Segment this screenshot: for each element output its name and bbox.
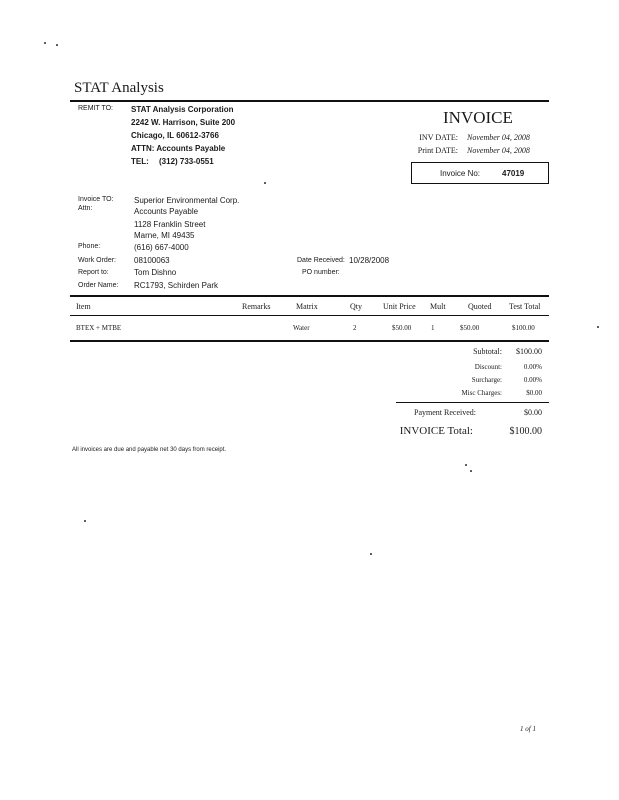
bill-to-line: Accounts Payable: [134, 207, 199, 216]
scan-speck: [264, 182, 266, 184]
print-date-label: Print DATE:: [417, 146, 458, 155]
misc-charges-value: $0.00: [526, 389, 542, 397]
table-cell-total: $100.00: [512, 324, 535, 332]
col-header-remarks: Remarks: [242, 302, 271, 311]
table-cell-qty: 2: [353, 324, 357, 332]
discount-label: Discount:: [474, 363, 502, 371]
invoice-number-box: [411, 162, 549, 184]
discount-value: 0.00%: [523, 363, 542, 371]
payment-received-label: Payment Received:: [414, 408, 476, 417]
table-header-rule: [70, 315, 549, 316]
bill-to-line: Marne, MI 49435: [134, 231, 195, 240]
report-to-value: Tom Dishno: [134, 268, 177, 277]
col-header-qty: Qty: [350, 302, 362, 311]
misc-charges-label: Misc Charges:: [461, 389, 502, 397]
col-header-mult: Mult: [430, 302, 446, 311]
remit-line: STAT Analysis Corporation: [131, 105, 234, 114]
remit-tel-label: TEL:: [131, 157, 149, 166]
totals-rule: [396, 402, 549, 403]
scan-speck: [597, 326, 599, 328]
remit-label: REMIT TO:: [78, 105, 114, 112]
print-date: November 04, 2008: [467, 146, 530, 155]
order-name-value: RC1793, Schirden Park: [134, 281, 219, 290]
table-cell-quoted: $50.00: [460, 324, 480, 332]
payment-terms-note: All invoices are due and payable net 30 days from receipt.: [72, 447, 227, 453]
scan-speck: [44, 42, 46, 44]
work-order-value: 08100063: [134, 256, 170, 265]
attn-label: Attn:: [78, 205, 93, 212]
invoice-title: INVOICE: [443, 108, 513, 127]
invoice-number-label: Invoice No:: [440, 169, 481, 178]
phone-value: (616) 667-4000: [134, 243, 189, 252]
subtotal-value: $100.00: [516, 347, 542, 356]
invoice-total-value: $100.00: [509, 426, 542, 437]
bill-to-label: Invoice TO:: [78, 196, 114, 203]
bill-to-line: 1128 Franklin Street: [134, 220, 206, 229]
header-rule: [70, 100, 549, 102]
col-header-quoted: Quoted: [468, 302, 492, 311]
scan-speck: [465, 464, 467, 466]
surcharge-value: 0.00%: [523, 376, 542, 384]
subtotal-label: Subtotal:: [473, 347, 502, 356]
col-header-matrix: Matrix: [296, 302, 318, 311]
remit-line: 2242 W. Harrison, Suite 200: [131, 118, 236, 127]
col-header-unit-price: Unit Price: [383, 302, 416, 311]
scan-speck: [470, 470, 472, 472]
surcharge-label: Surcharge:: [471, 376, 502, 384]
table-top-rule: [70, 295, 549, 297]
table-row: BTEX + MTBE: [76, 324, 122, 332]
invoice-total-label: INVOICE Total:: [399, 425, 473, 437]
invoice-number: 47019: [502, 169, 525, 178]
work-order-label: Work Order:: [78, 257, 116, 264]
payment-received-value: $0.00: [524, 408, 542, 417]
date-received-value: 10/28/2008: [349, 256, 390, 265]
scan-speck: [56, 44, 58, 46]
table-cell-matrix: Water: [293, 324, 310, 332]
table-cell-unit-price: $50.00: [392, 324, 412, 332]
remit-line: Chicago, IL 60612-3766: [131, 131, 219, 140]
inv-date: November 04, 2008: [467, 133, 530, 142]
col-header-item: Item: [76, 302, 91, 311]
remit-line: ATTN: Accounts Payable: [131, 144, 226, 153]
scan-speck: [370, 553, 372, 555]
po-label: PO number:: [302, 269, 340, 276]
inv-date-label: INV DATE:: [419, 133, 458, 142]
scan-speck: [84, 520, 86, 522]
col-header-test-total: Test Total: [509, 302, 541, 311]
company-name: STAT Analysis: [74, 80, 164, 96]
phone-label: Phone:: [78, 243, 101, 250]
table-cell-mult: 1: [431, 324, 435, 332]
table-bottom-rule: [70, 340, 549, 342]
remit-tel: (312) 733-0551: [159, 157, 214, 166]
date-received-label: Date Received:: [297, 257, 345, 264]
page-number: 1 of 1: [520, 725, 536, 733]
order-name-label: Order Name:: [78, 282, 119, 289]
bill-to-line: Superior Environmental Corp.: [134, 196, 240, 205]
report-to-label: Report to:: [78, 269, 109, 276]
